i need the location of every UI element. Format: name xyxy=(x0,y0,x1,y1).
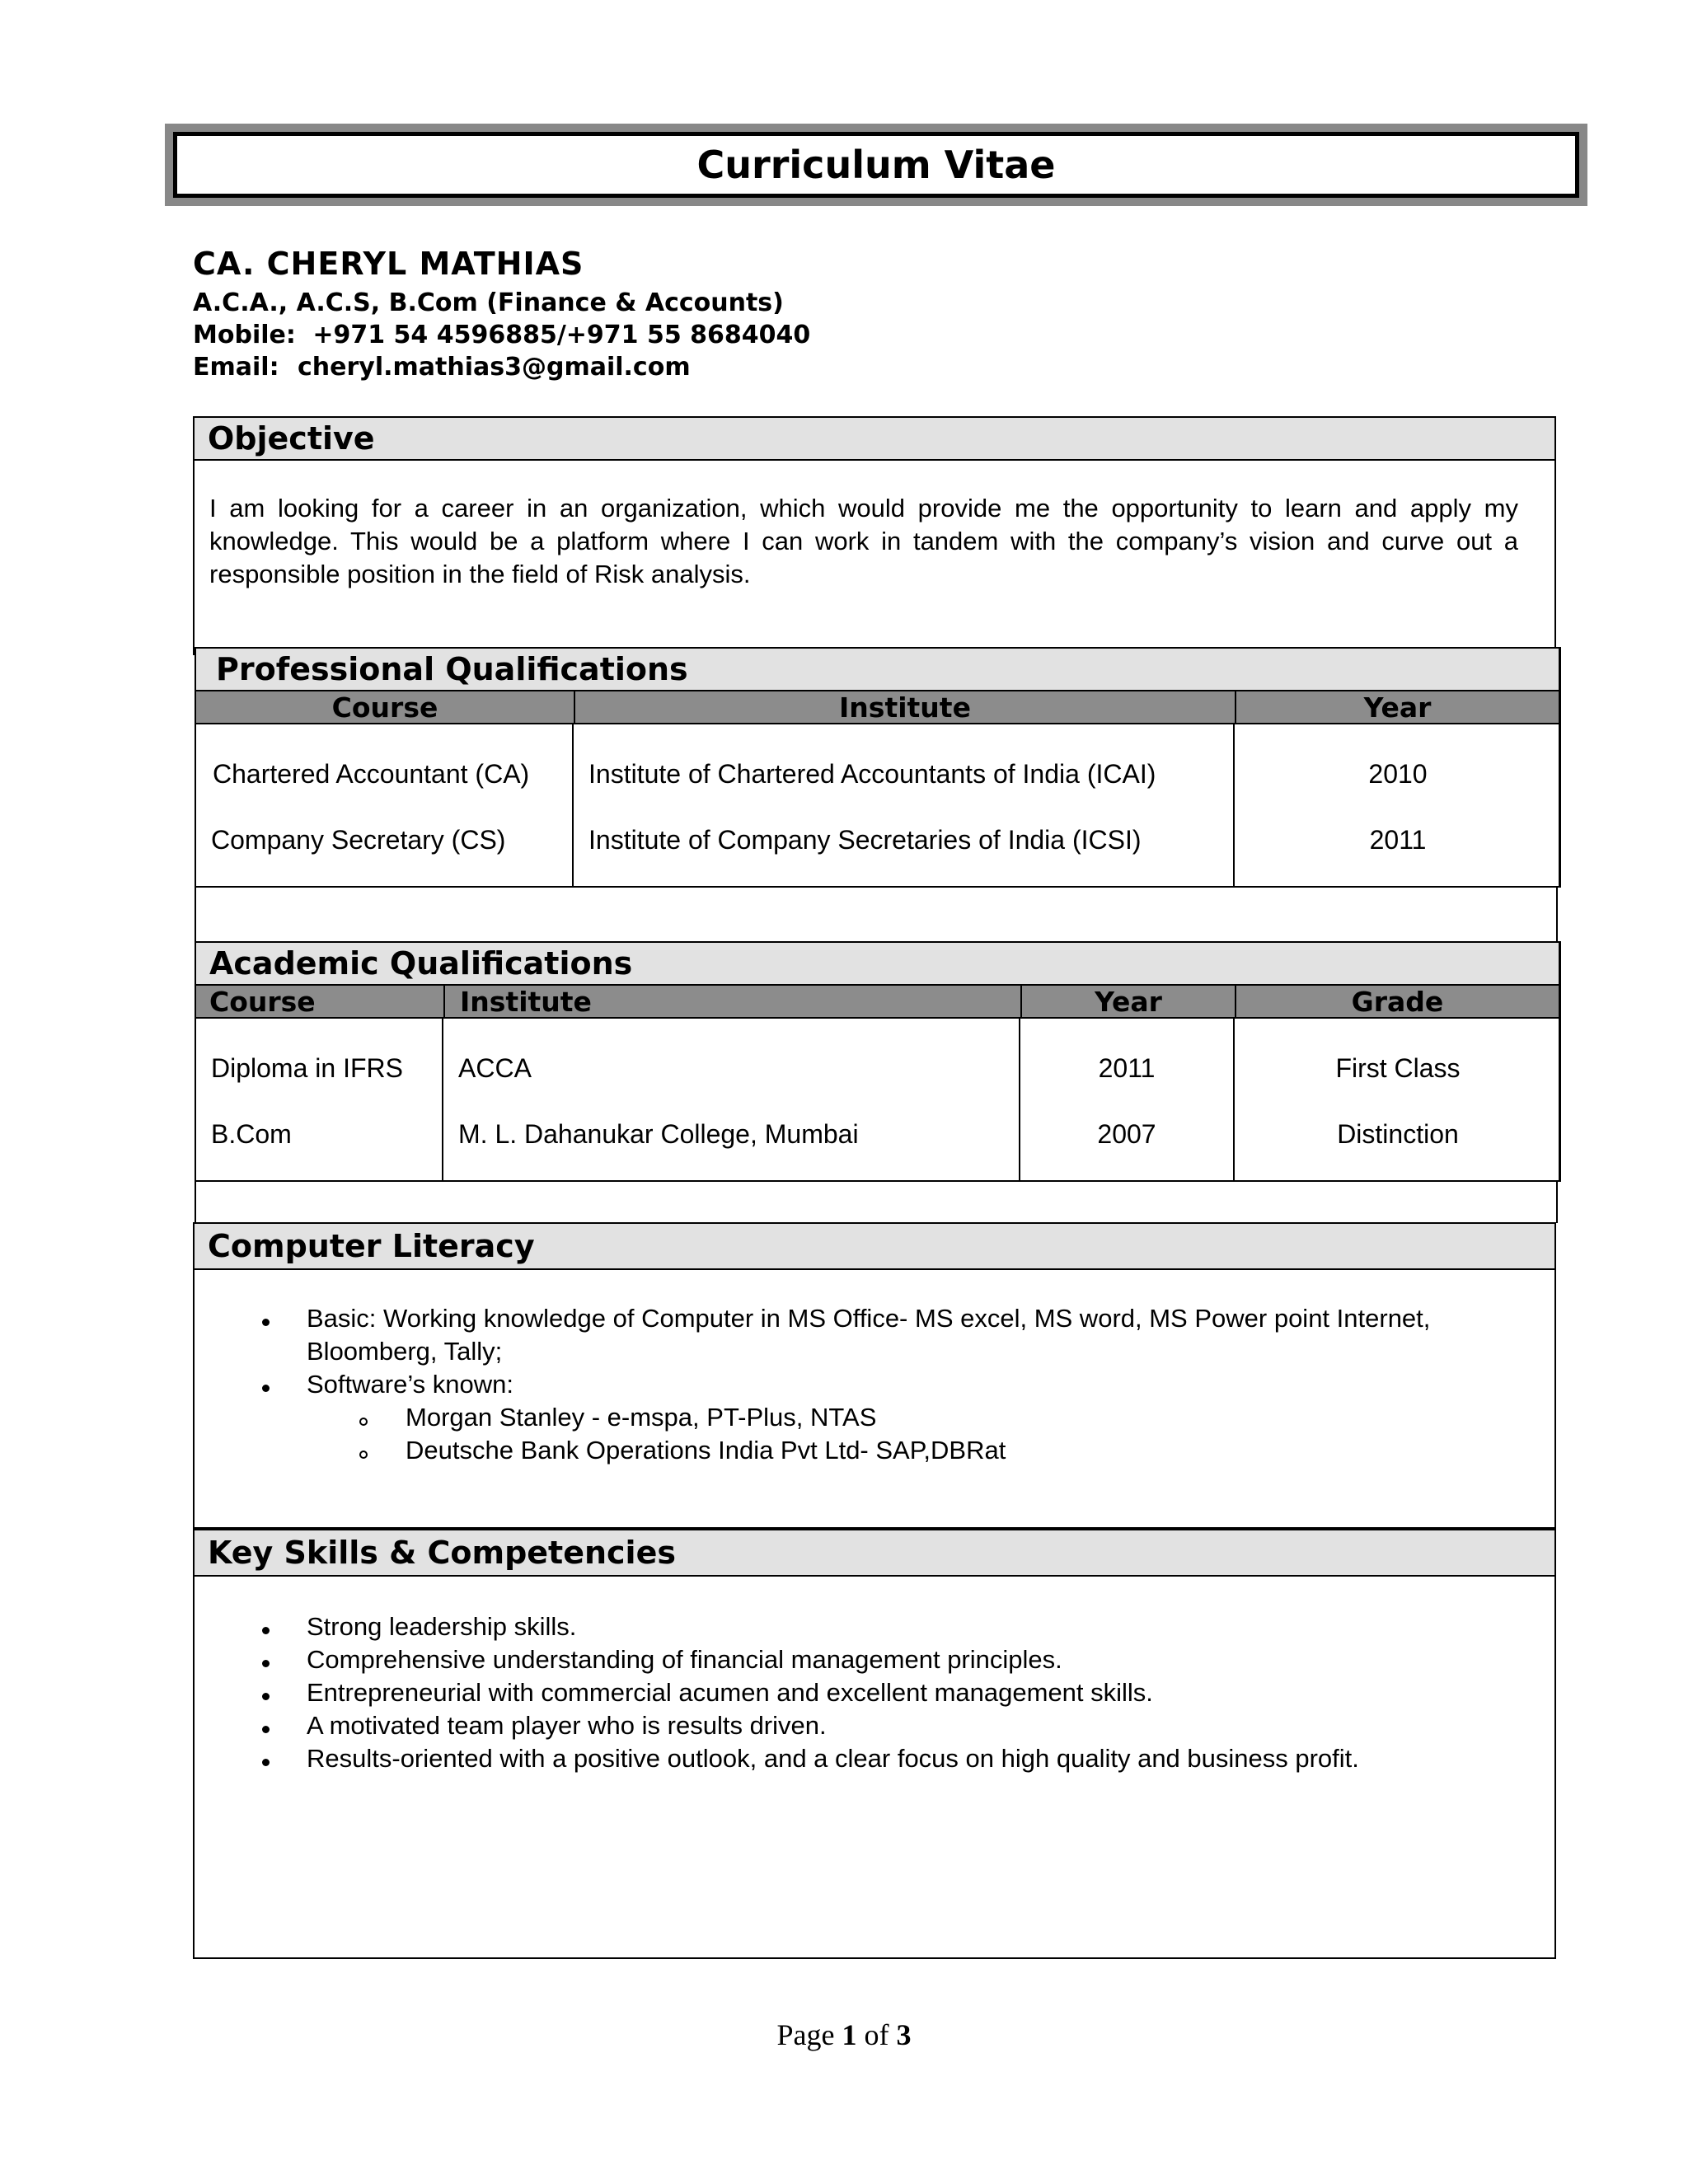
professional-col-course: Course xyxy=(196,690,574,724)
table-cell: Chartered Accountant (CA) xyxy=(213,759,530,789)
professional-col-institute: Institute xyxy=(574,690,1235,724)
bullet-icon xyxy=(262,1759,270,1766)
mobile-label: Mobile: xyxy=(193,321,296,349)
table-cell: B.Com xyxy=(211,1119,292,1149)
academic-col-institute: Institute xyxy=(443,984,1020,1019)
section-spacer xyxy=(195,888,1558,941)
table-cell: 2007 xyxy=(1097,1119,1156,1149)
page-footer xyxy=(0,2018,1688,2052)
objective-text: I am looking for a career in an organization, which would provide me the opportunity to learn and apply my knowledge. This would be a platform where I can work in tandem with the company’s vision and curve out a responsible position in the field of Risk analysis. xyxy=(209,494,1518,588)
academic-divider-3 xyxy=(1233,1019,1235,1180)
academic-col-grade: Grade xyxy=(1235,984,1559,1019)
list-item: Results-oriented with a positive outlook, and a clear focus on high quality and business profit. xyxy=(307,1744,1359,1773)
table-cell: 2011 xyxy=(1098,1053,1156,1083)
sub-bullet-icon xyxy=(359,1451,368,1459)
table-cell: Distinction xyxy=(1337,1119,1459,1149)
table-cell: Institute of Chartered Accountants of India (ICAI) xyxy=(588,759,1156,789)
bullet-icon xyxy=(262,1627,270,1634)
email-line xyxy=(193,353,691,382)
page-total: 3 xyxy=(896,2018,912,2051)
candidate-name: CA. CHERYL MATHIAS xyxy=(193,246,584,282)
academic-col-course: Course xyxy=(196,984,443,1019)
academic-divider-1 xyxy=(442,1019,443,1180)
academic-col-year: Year xyxy=(1020,984,1235,1019)
bullet-icon xyxy=(262,1693,270,1700)
list-item: Morgan Stanley - e-mspa, PT-Plus, NTAS xyxy=(406,1403,877,1432)
list-item: Comprehensive understanding of financial management principles. xyxy=(307,1645,1062,1674)
table-cell: Company Secretary (CS) xyxy=(211,825,506,855)
list-item: Entrepreneurial with commercial acumen and excellent management skills. xyxy=(307,1678,1153,1707)
page-word: Page xyxy=(776,2018,835,2051)
list-item: Basic: Working knowledge of Computer in MS Office- MS excel, MS word, MS Power point Internet, xyxy=(307,1304,1431,1333)
table-cell: 2011 xyxy=(1369,825,1427,855)
list-item: Strong leadership skills. xyxy=(307,1612,577,1641)
objective-section xyxy=(193,416,1556,655)
professional-qualifications-section xyxy=(195,647,1561,888)
bullet-icon xyxy=(262,1660,270,1667)
title-box xyxy=(173,132,1579,198)
sub-bullet-icon xyxy=(359,1418,368,1426)
professional-divider-1 xyxy=(572,724,574,886)
skills-heading: Key Skills & Competencies xyxy=(195,1530,1554,1577)
list-item: Software’s known: xyxy=(307,1370,513,1399)
bullet-icon xyxy=(262,1319,270,1326)
list-item-continuation: Bloomberg, Tally; xyxy=(307,1337,503,1366)
of-word: of xyxy=(864,2018,889,2051)
objective-heading: Objective xyxy=(195,418,1554,461)
bullet-icon xyxy=(262,1726,270,1733)
page-current: 1 xyxy=(842,2018,857,2051)
document-title: Curriculum Vitae xyxy=(696,143,1056,187)
list-item: Deutsche Bank Operations India Pvt Ltd- SAP,DBRat xyxy=(406,1436,1006,1465)
academic-qualifications-section xyxy=(195,941,1561,1182)
mobile-number: +971 54 4596885/+971 55 8684040 xyxy=(312,321,811,349)
section-spacer xyxy=(195,1182,1558,1223)
list-item: A motivated team player who is results driven. xyxy=(307,1711,827,1740)
academic-divider-2 xyxy=(1019,1019,1020,1180)
academic-heading: Academic Qualifications xyxy=(196,943,1559,986)
candidate-qualifications: A.C.A., A.C.S, B.Com (Finance & Accounts) xyxy=(193,288,784,317)
email-address: cheryl.mathias3@gmail.com xyxy=(298,353,691,382)
table-cell: Institute of Company Secretaries of India (ICSI) xyxy=(588,825,1142,855)
title-banner xyxy=(165,124,1587,206)
mobile-line xyxy=(193,321,810,349)
key-skills-section xyxy=(193,1529,1556,1959)
computer-heading: Computer Literacy xyxy=(195,1224,1554,1270)
email-label: Email: xyxy=(193,353,279,382)
professional-divider-2 xyxy=(1233,724,1235,886)
table-cell: ACCA xyxy=(458,1053,532,1083)
computer-literacy-section xyxy=(193,1222,1556,1529)
bullet-icon xyxy=(262,1385,270,1392)
table-cell: Diploma in IFRS xyxy=(211,1053,403,1083)
table-cell: First Class xyxy=(1335,1053,1461,1083)
professional-heading: Professional Qualifications xyxy=(196,649,1559,691)
professional-col-year: Year xyxy=(1235,690,1559,724)
table-cell: 2010 xyxy=(1368,759,1428,789)
table-cell: M. L. Dahanukar College, Mumbai xyxy=(458,1119,859,1149)
